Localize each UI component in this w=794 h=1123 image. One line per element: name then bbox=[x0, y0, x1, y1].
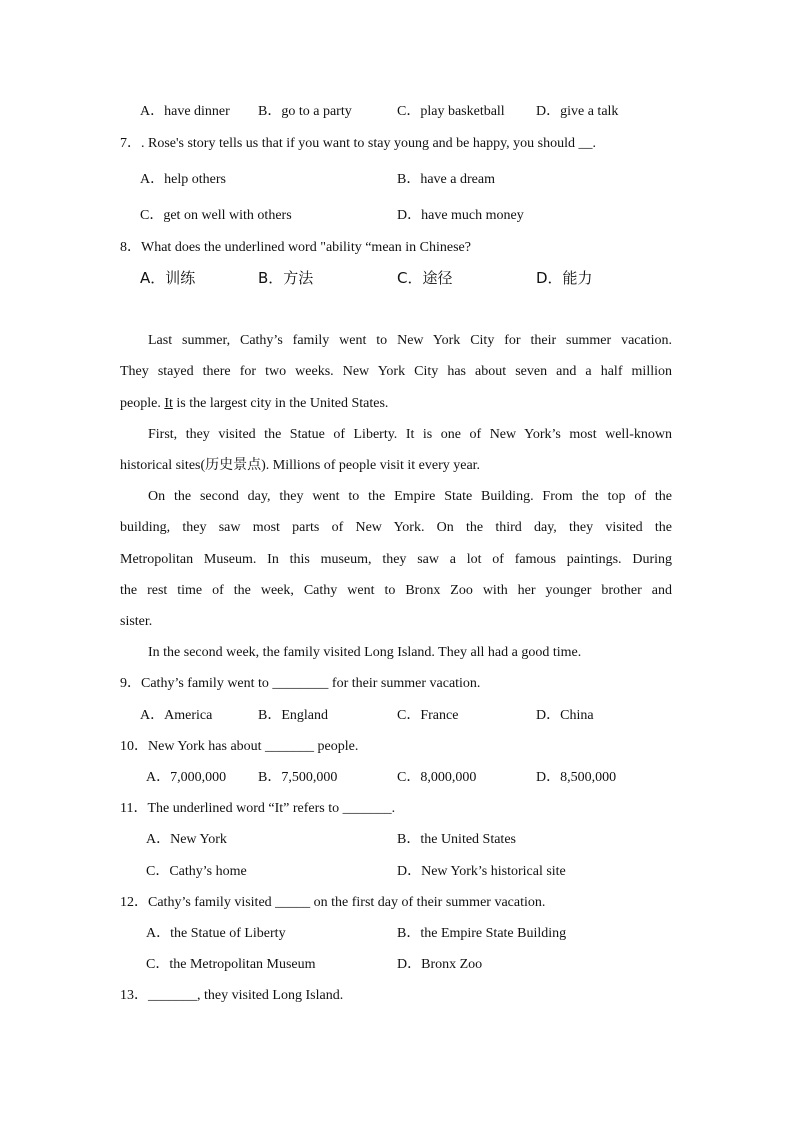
q8-option-b: B．方法 bbox=[258, 269, 314, 287]
q7-option-b: B．have a dream bbox=[397, 172, 495, 187]
passage-line: the rest time of the week, Cathy went to Bronx Zoo with her younger brother and bbox=[120, 583, 672, 598]
q7-option-a: A．help others bbox=[140, 172, 226, 187]
passage-line: historical sites(历史景点). Millions of people visit it every year. bbox=[120, 458, 481, 473]
q10-option-c: C．8,000,000 bbox=[397, 770, 477, 785]
q12-option-b: B．the Empire State Building bbox=[397, 926, 567, 941]
q10-option-a: A．7,000,000 bbox=[146, 770, 227, 785]
q11-option-c: C．Cathy’s home bbox=[146, 864, 247, 879]
q10-option-b: B．7,500,000 bbox=[258, 770, 338, 785]
q12-option-a: A．the Statue of Liberty bbox=[146, 926, 286, 941]
q8-option-c: C．途径 bbox=[397, 269, 453, 287]
q9-option-a: A．America bbox=[140, 708, 213, 723]
q8-option-a: A．训练 bbox=[140, 269, 196, 287]
underlined-word-it: It bbox=[164, 396, 173, 411]
q10-option-d: D．8,500,000 bbox=[536, 770, 617, 785]
passage-line: Metropolitan Museum. In this museum, they saw a lot of famous paintings. During bbox=[120, 552, 672, 567]
passage-line: building, they saw most parts of New York. On the third day, they visited the bbox=[120, 520, 672, 535]
q9-option-c: C．France bbox=[397, 708, 459, 723]
q11-option-d: D．New York’s historical site bbox=[397, 864, 566, 879]
passage-text: people. bbox=[120, 396, 165, 411]
q7-option-d: D．have much money bbox=[397, 208, 524, 223]
q9-stem: 9．Cathy’s family went to ________ for their summer vacation. bbox=[120, 676, 481, 691]
q12-option-c: C．the Metropolitan Museum bbox=[146, 957, 316, 972]
passage-text: is the largest city in the United States. bbox=[172, 396, 389, 411]
q11-stem: 11．The underlined word “It” refers to _______. bbox=[120, 801, 396, 816]
passage-line: In the second week, the family visited Long Island. They all had a good time. bbox=[148, 645, 582, 660]
q7-option-c: C．get on well with others bbox=[140, 208, 292, 223]
q11-option-b: B．the United States bbox=[397, 832, 516, 847]
passage-line: Last summer, Cathy’s family went to New York City for their summer vacation. bbox=[148, 333, 672, 348]
passage-line: They stayed there for two weeks. New York City has about seven and a half million bbox=[120, 364, 672, 379]
q8-option-d: D．能力 bbox=[536, 269, 593, 287]
q6-option-c: C．play basketball bbox=[397, 104, 505, 119]
q6-option-b: B．go to a party bbox=[258, 104, 352, 119]
passage-line bbox=[120, 395, 388, 413]
q7-stem: 7．. Rose's story tells us that if you want to stay young and be happy, you should __. bbox=[120, 136, 597, 151]
passage-line: On the second day, they went to the Empire State Building. From the top of the bbox=[148, 489, 672, 504]
q12-option-d: D．Bronx Zoo bbox=[397, 957, 483, 972]
q12-stem: 12．Cathy’s family visited _____ on the first day of their summer vacation. bbox=[120, 895, 546, 910]
q10-stem: 10．New York has about _______ people. bbox=[120, 739, 359, 754]
q8-stem: 8．What does the underlined word "ability “mean in Chinese? bbox=[120, 240, 471, 255]
passage-line: First, they visited the Statue of Liberty. It is one of New York’s most well-known bbox=[148, 427, 672, 442]
q9-option-b: B．England bbox=[258, 708, 328, 723]
q6-option-a: A．have dinner bbox=[140, 104, 230, 119]
q13-stem: 13．_______, they visited Long Island. bbox=[120, 988, 344, 1003]
q11-option-a: A．New York bbox=[146, 832, 227, 847]
q6-option-d: D．give a talk bbox=[536, 104, 619, 119]
q9-option-d: D．China bbox=[536, 708, 594, 723]
passage-line: sister. bbox=[120, 614, 153, 629]
